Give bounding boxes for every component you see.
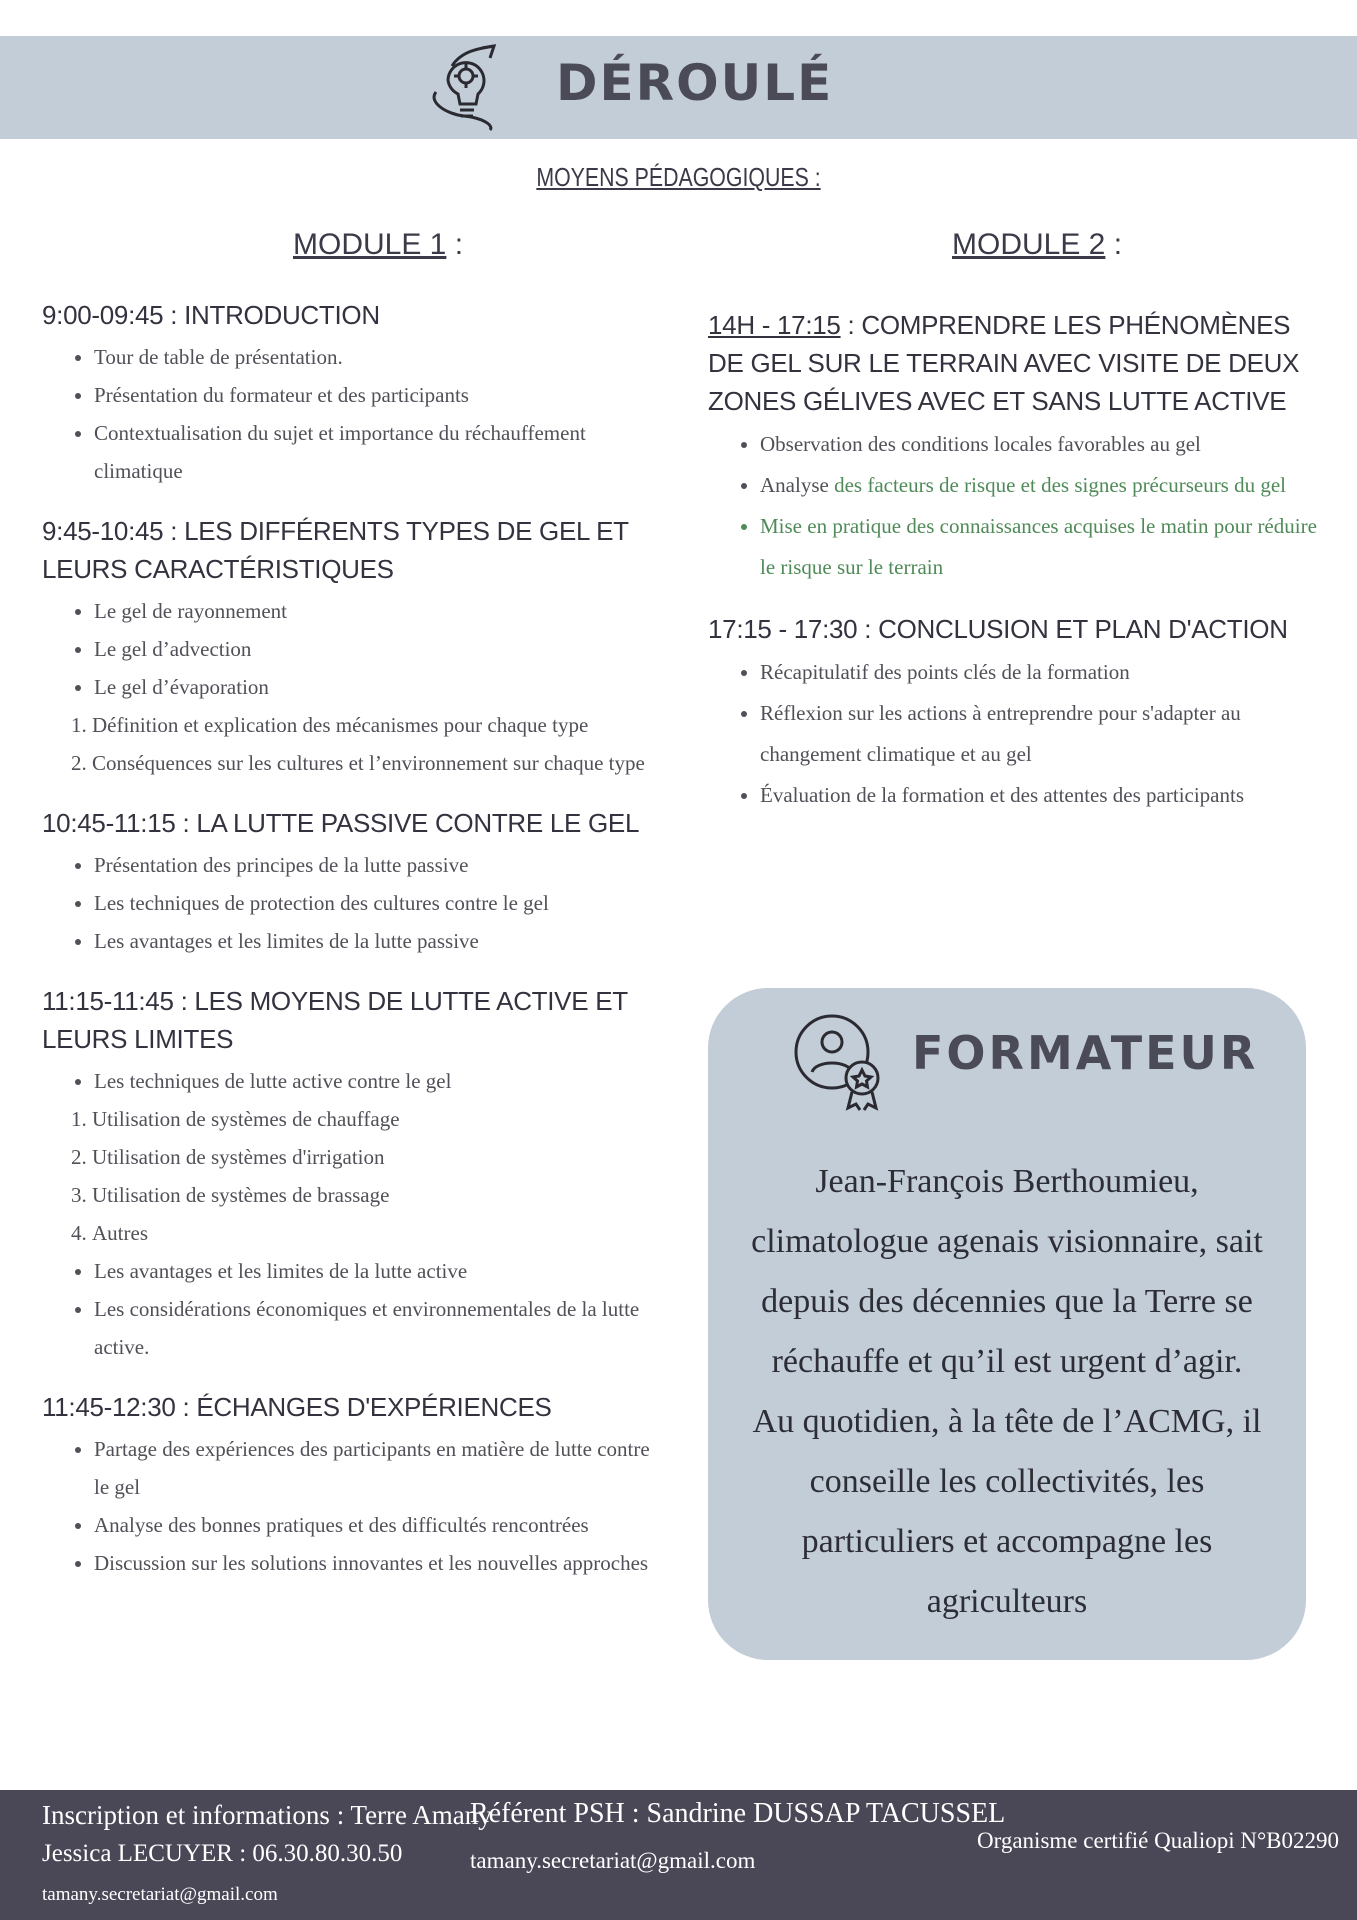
list-item: • Le gel d’évaporation: [94, 668, 662, 706]
section-time: 14H - 17:15: [708, 310, 841, 340]
bullet-list: [42, 1252, 662, 1366]
section-heading: [42, 982, 662, 1058]
module-1-column: [42, 296, 662, 1604]
section-time: 11:15-11:45: [42, 986, 174, 1016]
list-item: • Les techniques de lutte active contre le gel: [94, 1062, 662, 1100]
bullet-list: [42, 338, 662, 490]
formateur-bio: Jean-François Berthoumieu, climatologue agenais visionnaire, sait depuis des décennies que la Terre se réchauffe et qu’il est urgent d’agir. Au quotidien, à la tête de l’ACMG, il conseille les collectivités, les particuliers et accompagne les agriculteurs: [751, 1163, 1263, 1620]
section-echanges: [42, 1388, 662, 1582]
list-item-text-highlight: des facteurs de risque et des signes précurseurs du gel: [834, 473, 1287, 497]
list-item: • Les considérations économiques et environnementales de la lutte active.: [94, 1290, 662, 1366]
section-lutte-passive: [42, 804, 662, 960]
section-time: 11:45-12:30: [42, 1392, 176, 1422]
list-item: • Évaluation de la formation et des attentes des participants: [760, 775, 1324, 816]
section-heading: [42, 512, 662, 588]
section-conclusion: [708, 610, 1324, 816]
bullet-list: [42, 1430, 662, 1582]
section-heading: [708, 306, 1324, 420]
section-types-de-gel: [42, 512, 662, 782]
bullet-list: [42, 846, 662, 960]
list-item: 2. Utilisation de systèmes d'irrigation: [92, 1138, 662, 1176]
list-item: 1. Utilisation de systèmes de chauffage: [92, 1100, 662, 1138]
module-1-label: MODULE 1: [293, 228, 447, 261]
section-title: : CONCLUSION ET PLAN D'ACTION: [857, 614, 1288, 644]
section-time: 10:45-11:15: [42, 808, 176, 838]
section-terrain: [708, 306, 1324, 588]
module-1-title: [293, 228, 463, 262]
module-2-label: MODULE 2: [952, 228, 1106, 261]
section-introduction: [42, 296, 662, 490]
list-item: • Les avantages et les limites de la lutte active: [94, 1252, 662, 1290]
list-item: • Réflexion sur les actions à entreprendre pour s'adapter au changement climatique et au gel: [760, 693, 1324, 775]
module-1-colon: :: [446, 228, 464, 261]
section-lutte-active: [42, 982, 662, 1366]
list-item: • Le gel d’advection: [94, 630, 662, 668]
list-item: • Contextualisation du sujet et importance du réchauffement climatique: [94, 414, 662, 490]
list-item: 1. Définition et explication des mécanismes pour chaque type: [92, 706, 662, 744]
list-item: • Partage des expériences des participants en matière de lutte contre le gel: [94, 1430, 662, 1506]
list-item: • Analyse des bonnes pratiques et des difficultés rencontrées: [94, 1506, 662, 1544]
footer-qualiopi: Organisme certifié Qualiopi N°B02290: [977, 1828, 1340, 1853]
bullet-list: [42, 592, 662, 706]
page-footer: [0, 1790, 1357, 1920]
list-item: • Le gel de rayonnement: [94, 592, 662, 630]
list-item: 2. Conséquences sur les cultures et l’environnement sur chaque type: [92, 744, 662, 782]
list-item-text: Analyse: [760, 473, 835, 497]
section-title: : COMPRENDRE LES PHÉNOMÈNES DE GEL SUR LE TERRAIN AVEC VISITE DE DEUX ZONES GÉLIVES AVEC ET SANS LUTTE ACTIVE: [708, 310, 1300, 416]
formateur-card: [708, 988, 1306, 1660]
list-item: • Tour de table de présentation.: [94, 338, 662, 376]
module-2-colon: :: [1105, 228, 1123, 261]
footer-contact-phone: Jessica LECUYER : 06.30.80.30.50: [42, 1840, 403, 1867]
module-2-title: [952, 228, 1122, 262]
list-item: • Mise en pratique des connaissances acquises le matin pour réduire le risque sur le terrain: [760, 506, 1324, 588]
lightbulb-gear-icon: [430, 42, 502, 132]
bullet-list: [708, 652, 1324, 816]
list-item: • Présentation du formateur et des participants: [94, 376, 662, 414]
footer-psh-referent: Référent PSH : Sandrine DUSSAP TACUSSEL: [470, 1798, 1006, 1829]
section-title: : LA LUTTE PASSIVE CONTRE LE GEL: [175, 808, 640, 838]
numbered-list: [42, 706, 662, 782]
bullet-list: [708, 424, 1324, 588]
moyens-pedagogiques-heading: MOYENS PÉDAGOGIQUES :: [536, 162, 821, 192]
list-item: • Présentation des principes de la lutte passive: [94, 846, 662, 884]
numbered-list: [42, 1100, 662, 1252]
formateur-title: FORMATEUR: [912, 1026, 1259, 1080]
list-item: • Récapitulatif des points clés de la formation: [760, 652, 1324, 693]
section-time: 9:45-10:45: [42, 516, 164, 546]
list-item: 4. Autres: [92, 1214, 662, 1252]
list-item: 3. Utilisation de systèmes de brassage: [92, 1176, 662, 1214]
trainer-badge-icon: [792, 1012, 892, 1112]
section-heading: [42, 804, 662, 842]
page-header: [0, 36, 1357, 139]
module-2-column: [708, 306, 1324, 838]
list-item: [760, 465, 1324, 506]
section-time: 9:00-09:45: [42, 300, 164, 330]
footer-inscription: Inscription et informations : Terre Amany: [42, 1800, 492, 1830]
footer-psh-email[interactable]: tamany.secretariat@gmail.com: [470, 1848, 756, 1873]
section-title: : INTRODUCTION: [163, 300, 380, 330]
bullet-list: [42, 1062, 662, 1100]
section-title: : LES MOYENS DE LUTTE ACTIVE ET LEURS LIMITES: [42, 986, 628, 1054]
footer-email[interactable]: tamany.secretariat@gmail.com: [42, 1884, 278, 1905]
list-item: • Discussion sur les solutions innovantes et les nouvelles approches: [94, 1544, 662, 1582]
list-item: • Les avantages et les limites de la lutte passive: [94, 922, 662, 960]
section-heading: [708, 610, 1324, 648]
section-time: 17:15 - 17:30: [708, 614, 858, 644]
list-item: • Les techniques de protection des cultures contre le gel: [94, 884, 662, 922]
list-item: • Observation des conditions locales favorables au gel: [760, 424, 1324, 465]
section-heading: [42, 296, 662, 334]
section-title: : LES DIFFÉRENTS TYPES DE GEL ET LEURS CARACTÉRISTIQUES: [42, 516, 629, 584]
page-title: DÉROULÉ: [556, 54, 834, 112]
section-title: : ÉCHANGES D'EXPÉRIENCES: [175, 1392, 552, 1422]
section-heading: [42, 1388, 662, 1426]
